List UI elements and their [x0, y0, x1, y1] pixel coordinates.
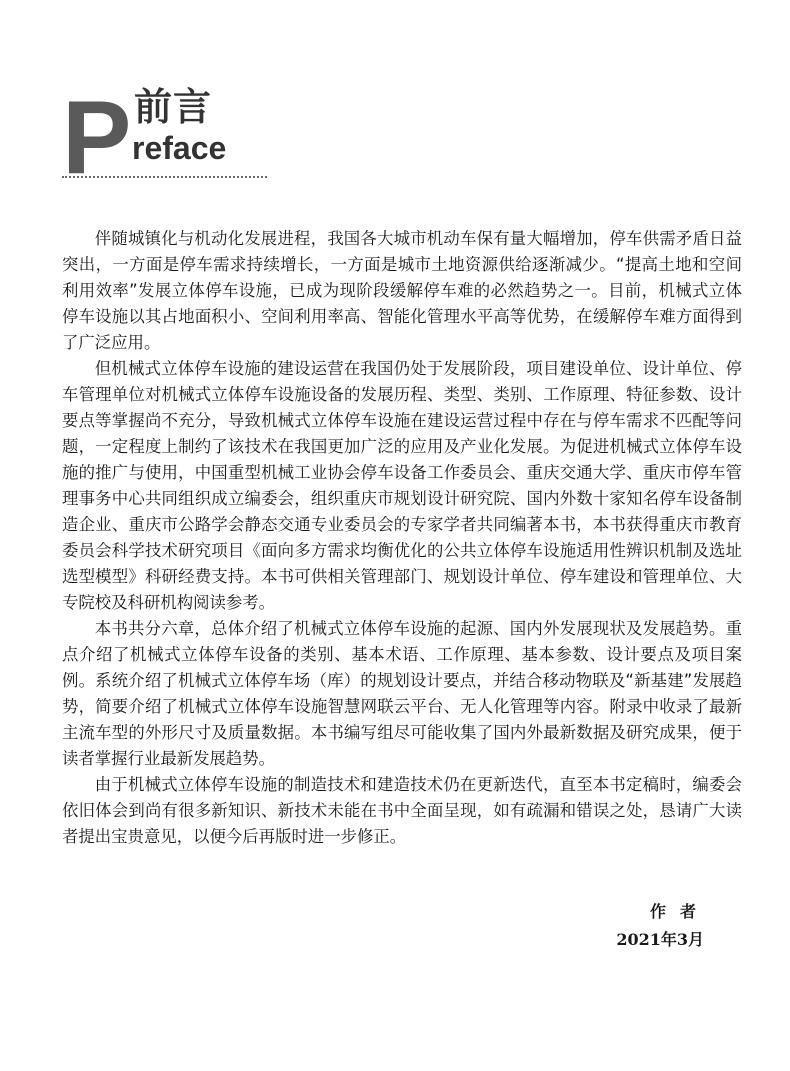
signature-block: [616, 898, 710, 954]
paragraph: 伴随城镇化与机动化发展进程，我国各大城市机动车保有量大幅增加，停车供需矛盾日益突出，一方面是停车需求持续增长，一方面是城市土地资源供给逐渐减少。“提高土地和空间利用效率”发展立体停车设施，已成为现阶段缓解停车难的必然趋势之一。目前，机械式立体停车设施以其占地面积小、空间利用率高、智能化管理水平高等优势，在缓解停车难方面得到了广泛应用。: [62, 229, 742, 352]
paragraph: 本书共分六章，总体介绍了机械式立体停车设施的起源、国内外发展现状及发展趋势。重点介绍了机械式立体停车设备的类别、基本术语、工作原理、基本参数、设计要点及项目案例。系统介绍了机械式立体停车场（库）的规划设计要点，并结合移动物联及“新基建”发展趋势，简要介绍了机械式立体停车设施智慧网联云平台、无人化管理等内容。附录中收录了最新主流车型的外形尺寸及质量数据。本书编写组尽可能收集了国内外最新数据及研究成果，便于读者掌握行业最新发展趋势。: [62, 619, 742, 768]
header-divider: [62, 176, 267, 178]
preface-logo-letter: P: [62, 80, 130, 196]
paragraph: 由于机械式立体停车设施的制造技术和建造技术仍在更新迭代，直至本书定稿时，编委会依旧体会到尚有很多新知识、新技术未能在书中全面呈现，如有疏漏和错误之处，恳请广大读者提出宝贵意见，以便今后再版时进一步修正。: [62, 775, 742, 846]
signature-date: 2021年3月: [616, 930, 704, 949]
preface-body: [62, 226, 742, 850]
preface-header: [62, 80, 272, 196]
paragraph: 但机械式立体停车设施的建设运营在我国仍处于发展阶段，项目建设单位、设计单位、停车管理单位对机械式立体停车设施设备的发展历程、类型、类别、工作原理、特征参数、设计要点等掌握尚不充分，导致机械式立体停车设施在建设运营过程中存在与停车需求不匹配等问题，一定程度上制约了该技术在我国更加广泛的应用及产业化发展。为促进机械式立体停车设施的推广与使用，中国重型机械工业协会停车设备工作委员会、重庆交通大学、重庆市停车管理事务中心共同组织成立编委会，组织重庆市规划设计研究院、国内外数十家知名停车设备制造企业、重庆市公路学会静态交通专业委员会的专家学者共同编著本书，本书获得重庆市教育委员会科学技术研究项目《面向多方需求均衡优化的公共立体停车设施适用性辨识机制及选址选型模型》科研经费支持。本书可供相关管理部门、规划设计单位、停车建设和管理单位、大专院校及科研机构阅读参考。: [62, 359, 742, 612]
author-signature: 作者: [649, 902, 710, 921]
page-title-english: reface: [132, 130, 227, 166]
page-title-chinese: 前言: [134, 85, 213, 129]
